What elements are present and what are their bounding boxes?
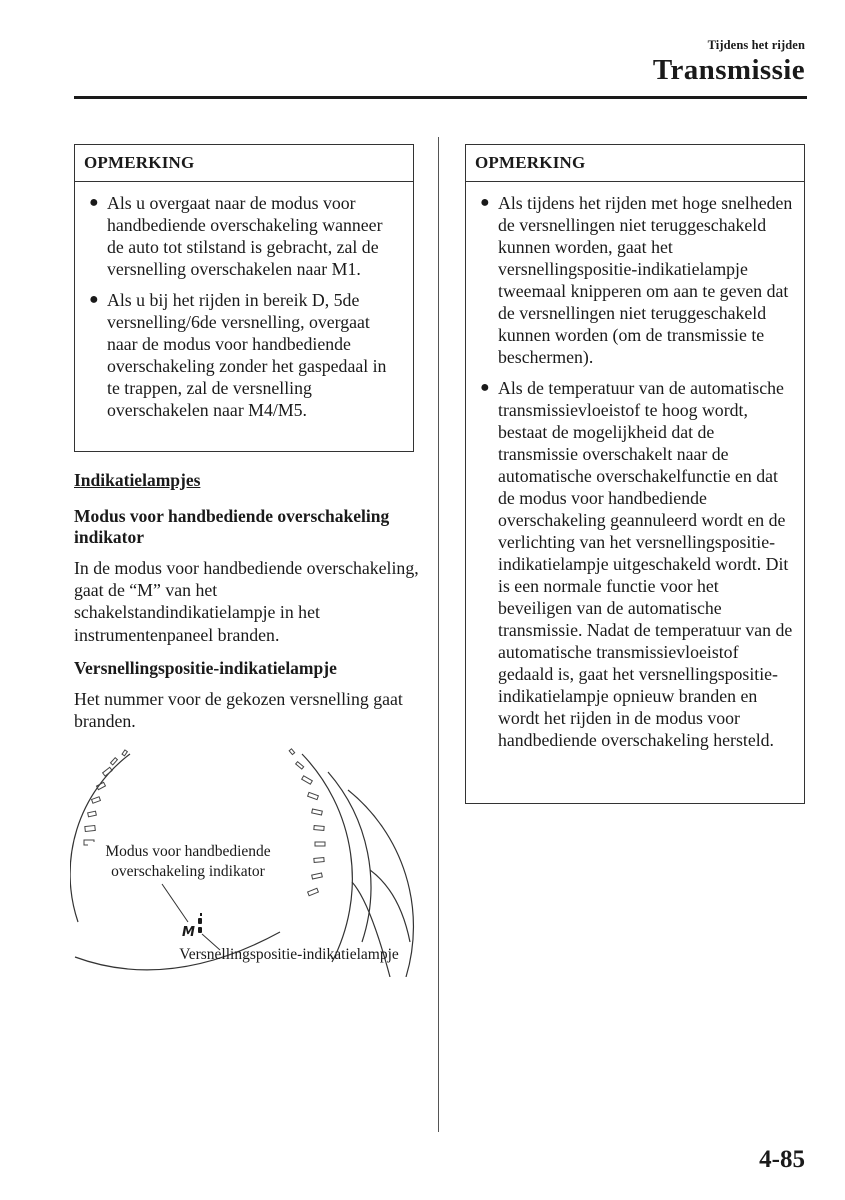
gauge-outer-arc <box>70 754 130 922</box>
page-title: Transmissie <box>652 54 805 86</box>
paragraph-manual-mode: In de modus voor handbediende overschakeling, gaat de “M” van het schakelstandindikatielampje in het instrumentenpaneel branden. <box>74 558 419 645</box>
gauge-ring-2 <box>328 772 371 942</box>
header-rule <box>74 96 807 99</box>
bullet-icon: ● <box>89 194 99 211</box>
note-item-text: Als u overgaat naar de modus voor handbediende overschakeling wanneer de auto tot stilstand is gebracht, zal de versnelling overschakelen naar M1. <box>107 193 383 279</box>
gauge-ring-1 <box>302 754 352 962</box>
note-box-right <box>465 144 805 804</box>
note-box-left <box>74 144 414 452</box>
bullet-icon: ● <box>480 379 490 396</box>
note-item <box>476 192 794 368</box>
bullet-icon: ● <box>89 291 99 308</box>
figure-label-gear-indicator: Versnellingspositie-indikatielampje <box>179 946 399 963</box>
note-list <box>466 182 804 759</box>
section-heading: Indikatielampjes <box>74 470 201 490</box>
note-item <box>85 192 403 280</box>
subheading-gear-position-indicator: Versnellingspositie-indikatielampje <box>74 658 337 678</box>
note-item-text: Als tijdens het rijden met hoge snelheden de versnellingen niet teruggeschakeld kunnen worden, gaat het versnellingspositie-indikatielampje tweemaal knipperen om aan te geven dat de versnellingen niet teruggeschakeld kunnen worden (om de transmissie te beschermen). <box>498 193 793 367</box>
page-number: 4-85 <box>759 1146 805 1173</box>
leader-line-mode-indicator <box>162 884 188 922</box>
note-heading: OPMERKING <box>75 145 413 182</box>
note-item <box>85 289 403 421</box>
subheading-manual-mode-indicator: Modus voor handbediende overschakeling indikator <box>74 506 390 547</box>
note-list <box>75 182 413 429</box>
gear-position-indicator-icon <box>198 913 202 933</box>
note-heading: OPMERKING <box>466 145 804 182</box>
bullet-icon: ● <box>480 194 490 211</box>
manual-mode-indicator-glyph: M <box>182 925 195 940</box>
note-item-text: Als de temperatuur van de automatische transmissievloeistof te hoog wordt, bestaat de mogelijkheid dat de transmissie overschakelt naar de automatische overschakelfunctie en dat de modus voor handbediende overschakeling geannuleerd wordt en de verlichting van het versnellingspositie-indikatielampje uitgeschakeld wordt. Dit is een normale functie voor het beveiligen van de automatische transmissie. Nadat de temperatuur van de automatische transmissievloeistof gedaald is, gaat het versnellingspositie-indikatielampje opnieuw branden en wordt het rijden in de modus voor handbediende overschakeling hersteld. <box>498 378 793 750</box>
paragraph-gear-position: Het nummer voor de gekozen versnelling gaat branden. <box>74 689 403 732</box>
note-item-text: Als u bij het rijden in bereik D, 5de versnelling/6de versnelling, overgaat naar de modus voor handbediende overschakeling zonder het gaspedaal in te trappen, zal de versnelling overschakelen naar M4/M5. <box>107 290 387 420</box>
column-divider <box>438 137 439 1132</box>
instrument-cluster-figure <box>70 742 415 977</box>
figure-label-mode-indicator: Modus voor handbediende overschakeling indikator <box>88 842 288 882</box>
note-item <box>476 377 794 751</box>
running-header-section: Tijdens het rijden <box>707 38 805 52</box>
